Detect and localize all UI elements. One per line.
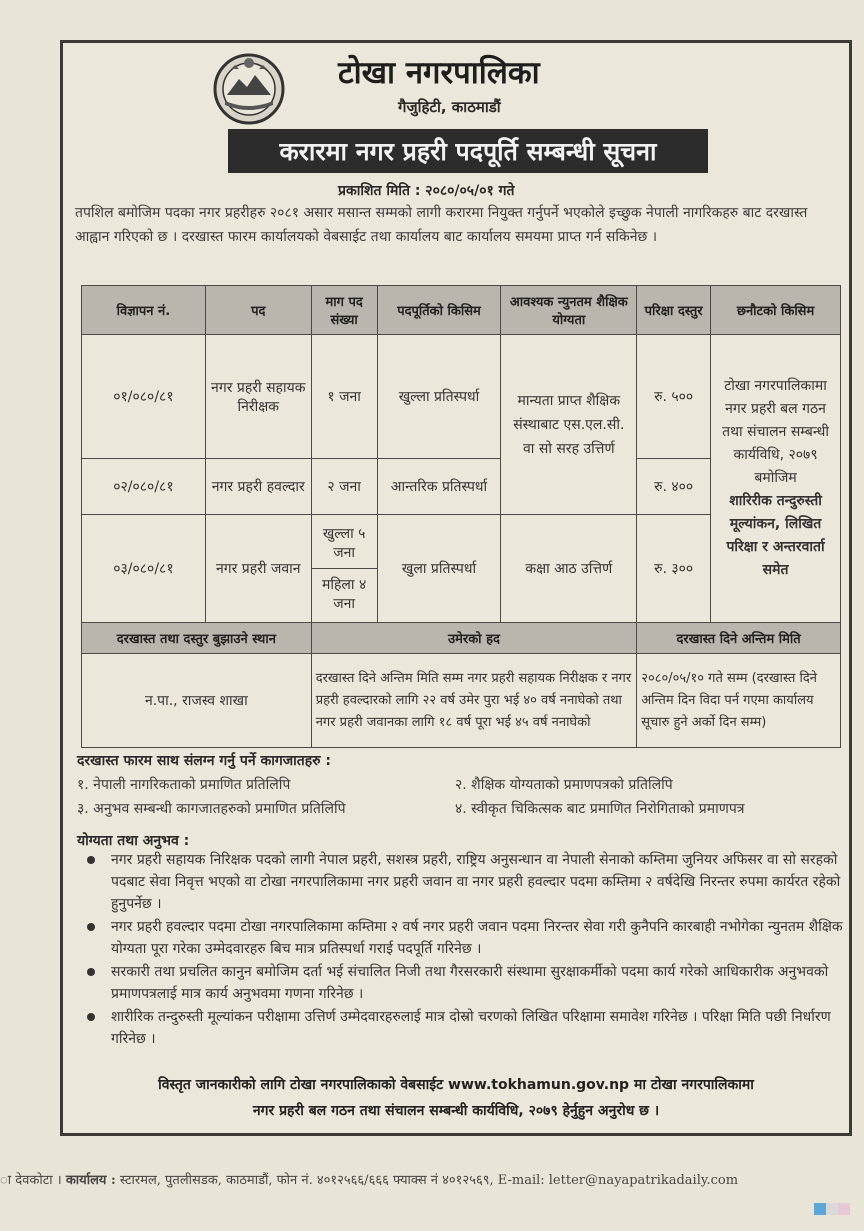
document-item: १. नेपाली नागरिकताको प्रमाणित प्रतिलिपि xyxy=(77,777,291,793)
subheader-age: उमेरको हद xyxy=(311,623,637,654)
list-item xyxy=(83,849,848,915)
adv-no-cell: ०३/०८०/८१ xyxy=(82,515,206,623)
list-item xyxy=(83,961,848,1005)
publication-date: प्रकाशित मिति : २०८०/०५/०१ गते xyxy=(338,183,515,199)
document-item: ४. स्वीकृत चिकित्सक बाट प्रमाणित निरोगिताको प्रमाणपत्र xyxy=(455,801,745,817)
bullet-icon xyxy=(87,923,95,931)
list-item xyxy=(83,916,848,960)
notice-title: करारमा नगर प्रहरी पदपूर्ति सम्बन्धी सूचना xyxy=(228,129,708,173)
type-cell: खुला प्रतिस्पर्धा xyxy=(377,515,501,623)
documents-heading: दरखास्त फारम साथ संलग्न गर्नु पर्ने कागजातहरु : xyxy=(77,753,332,769)
qualification-cell: कक्षा आठ उत्तिर्ण xyxy=(501,515,637,623)
footer-text: स्टारमल, पुतलीसडक, काठमाडौं, फोन नं. ४०१२५६६/६६६ फ्याक्स नं ४०१२५६९, E-mail: letter@nayapatrikadaily.com xyxy=(119,1173,739,1188)
count-female: महिला ४ जना xyxy=(322,577,367,612)
adv-no-cell: ०१/०८०/८१ xyxy=(82,335,206,459)
document-item: ३. अनुभव सम्बन्धी कागजातहरुको प्रमाणित प्रतिलिपि xyxy=(77,801,346,817)
qualification-cell: मान्यता प्राप्त शैक्षिक संस्थाबाट एस.एल.सी. वा सो सरह उत्तिर्ण xyxy=(501,335,637,515)
count-cell: १ जना xyxy=(311,335,377,459)
type-cell: आन्तरिक प्रतिस्पर्धा xyxy=(377,459,501,515)
col-header-qualification: आवश्यक न्युनतम शैक्षिक योग्यता xyxy=(501,286,637,335)
list-item-text: शारीरिक तन्दुरुस्ती मूल्यांकन परीक्षामा उत्तिर्ण उम्मेदवारहरुलाई मात्र दोस्रो चरणको लिखित परिक्षामा समावेश गरिनेछ । परिक्षा मिति पछी निर्धारण गरिनेछ । xyxy=(111,1009,831,1047)
organization-name: टोखा नगरपालिका xyxy=(338,55,540,91)
fee-cell: रु. ४०० xyxy=(637,459,711,515)
bullet-icon xyxy=(87,1013,95,1021)
bullet-icon xyxy=(87,968,95,976)
organization-address: गैजुहिटी, काठमाडौं xyxy=(398,98,501,116)
list-item-text: नगर प्रहरी सहायक निरिक्षक पदको लागी नेपाल प्रहरी, सशस्त्र प्रहरी, राष्ट्रिय अनुसन्धान वा नेपाली सेनाको कम्तिमा जुनियर अफिसर वा सो सरहको पदबाट सेवा निवृत्त भएको वा टोखा नगरपालिकामा नगर प्रहरी जवान वा नगर प्रहरी हवल्दार पदमा कम्तिमा २ वर्षदेखि निरन्तर रुपमा कार्यरत रहेको हुनुपर्नेछ । xyxy=(111,852,841,912)
subheader-deadline: दरखास्त दिने अन्तिम मिति xyxy=(637,623,841,654)
qualification-list xyxy=(83,849,848,1051)
adv-no-cell: ०२/०८०/८१ xyxy=(82,459,206,515)
col-header-adv-no: विज्ञापन नं. xyxy=(82,286,206,335)
selection-bold-text: शारिरीक तन्दुरुस्ती मूल्यांकन, लिखित परिक्षा र अन्तरवार्ता समेत xyxy=(726,493,825,578)
deadline-cell: २०८०/०५/१० गते सम्म (दरखास्त दिने अन्तिम दिन विदा पर्न गएमा कार्यालय सूचारु हुने अर्को दिन सम्म) xyxy=(637,654,841,748)
selection-text: टोखा नगरपालिकामा नगर प्रहरी बल गठन तथा संचालन सम्बन्धी कार्यविधि, २०७९ बमोजिम xyxy=(722,378,829,486)
footer-prefix: ा देवकोटा । xyxy=(0,1173,62,1188)
bullet-icon xyxy=(87,856,95,864)
count-open: खुल्ला ५ जना xyxy=(312,518,377,569)
fee-cell: रु. ३०० xyxy=(637,515,711,623)
notice-box xyxy=(60,40,852,1136)
fee-cell: रु. ५०० xyxy=(637,335,711,459)
qualification-heading: योग्यता तथा अनुभव : xyxy=(77,833,190,849)
table-subheader-row xyxy=(82,623,841,654)
notice-header xyxy=(63,43,849,143)
list-item-text: सरकारी तथा प्रचलित कानुन बमोजिम दर्ता भई संचालित निजी तथा गैरसरकारी संस्थामा सुरक्षाकर्मीको पदमा कार्य गरेको आधिकारीक अनुभवको प्रमाणपत्रलाई मात्र कार्य अनुभवमा गणना गरिनेछ । xyxy=(111,964,829,1002)
count-cell xyxy=(311,515,377,623)
table-row xyxy=(82,654,841,748)
subheader-place: दरखास्त तथा दस्तुर बुझाउने स्थान xyxy=(82,623,312,654)
document-item: २. शैक्षिक योग्यताको प्रमाणपत्रको प्रतिलिपि xyxy=(455,777,673,793)
selection-cell xyxy=(711,335,841,623)
intro-paragraph: तपशिल बमोजिम पदका नगर प्रहरीहरु २०८१ असार मसान्त सम्मको लागी करारमा नियुक्त गर्नुपर्ने भएकोले इच्छुक नेपाली नागरिकहरु बाट दरखास्त आह्वान गरिएको छ । दरखास्त फारम कार्यालयको वेबसाईट तथा कार्यालय बाट कार्यालय समयमा प्राप्त गर्न सकिनेछ । xyxy=(75,205,808,245)
post-cell: नगर प्रहरी हवल्दार xyxy=(205,459,311,515)
col-header-selection: छनौटको किसिम xyxy=(711,286,841,335)
table-row xyxy=(82,335,841,459)
newspaper-footer xyxy=(0,1170,864,1188)
footer-label: कार्यालय : xyxy=(65,1173,116,1188)
col-header-count: माग पद संख्या xyxy=(311,286,377,335)
post-cell: नगर प्रहरी जवान xyxy=(205,515,311,623)
place-cell: न.पा., राजस्व शाखा xyxy=(82,654,312,748)
closing-line-1: विस्तृत जानकारीको लागि टोखा नगरपालिकाको वेबसाईट www.tokhamun.gov.np मा टोखा नगरपालिकामा xyxy=(158,1077,754,1093)
municipality-emblem-icon xyxy=(211,51,287,127)
closing-line-2: नगर प्रहरी बल गठन तथा संचालन सम्बन्धी कार्यविधि, २०७९ हेर्नुहुन अनुरोध छ । xyxy=(252,1103,660,1119)
post-cell: नगर प्रहरी सहायक निरीक्षक xyxy=(205,335,311,459)
type-cell: खुल्ला प्रतिस्पर्धा xyxy=(377,335,501,459)
print-color-bar xyxy=(814,1203,850,1215)
age-limit-cell: दरखास्त दिने अन्तिम मिति सम्म नगर प्रहरी सहायक निरीक्षक र नगर प्रहरी हवल्दारको लागि २२ वर्ष उमेर पुरा भई ४० वर्ष ननाघेको तथा नगर प्रहरी जवानका लागि १८ वर्ष पूरा भई ४५ वर्ष ननाघेको xyxy=(311,654,637,748)
table-header-row xyxy=(82,286,841,335)
vacancy-table xyxy=(81,285,841,748)
count-cell: २ जना xyxy=(311,459,377,515)
col-header-post: पद xyxy=(205,286,311,335)
list-item-text: नगर प्रहरी हवल्दार पदमा टोखा नगरपालिकामा कम्तिमा २ वर्ष नगर प्रहरी जवान पदमा निरन्तर सेवा गरी कुनैपनि कारबाही नभोगेका न्युनतम शैक्षिक योग्यता पूरा गरेका उम्मेदवारहरु बिच मात्र प्रतिस्पर्धा गराई पदपूर्ति गरिनेछ । xyxy=(111,919,843,957)
list-item xyxy=(83,1006,848,1050)
col-header-fee: परिक्षा दस्तुर xyxy=(637,286,711,335)
col-header-type: पदपूर्तिको किसिम xyxy=(377,286,501,335)
